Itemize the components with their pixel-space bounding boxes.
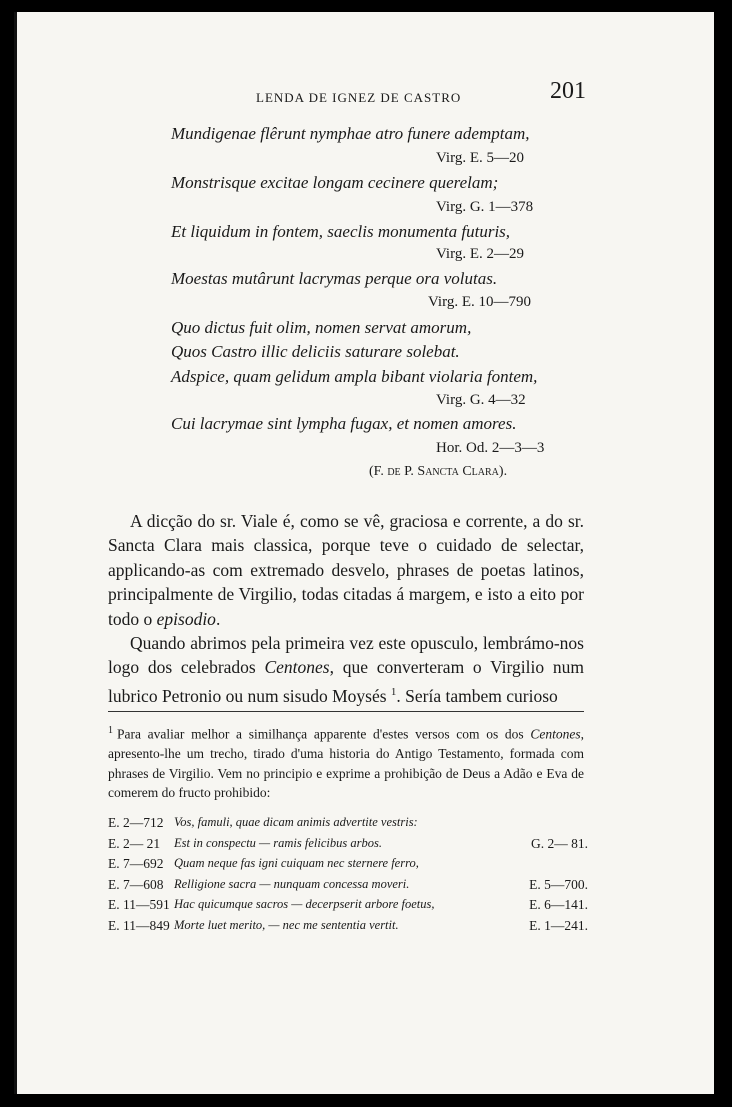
verse-line: Quo dictus fuit olim, nomen servat amorum,: [171, 318, 472, 337]
footnote-mark: 1: [108, 725, 113, 736]
page-number: 201: [550, 78, 586, 104]
verse-ref: Hor. Od. 2—3—3: [436, 440, 545, 456]
page-header: [256, 78, 586, 108]
list-item: E. 11—591 Hac quicumque sacros — decerpserit arbore foetus, E. 6—141.: [108, 897, 588, 912]
footnote: $^1$ Para avaliar melhor a similhança apparente d'estes versos com os dos Centones, apresento-lhe um trecho, tirado d'uma historia do Antigo Testamento, formada com phrases de Virgilio. Vem no principio e exprime a prohibição de Deus a Adão e Eva de comerem do fructo prohibido:: [108, 725, 584, 801]
verse-ref: Virg. G. 4—32: [436, 392, 526, 408]
footnote-rule: [108, 711, 584, 712]
verse-line: Moestas mutârunt lacrymas perque ora volutas.: [171, 269, 498, 288]
attribution-prefix: (F.: [369, 464, 388, 479]
verse-line: Monstrisque excitae longam cecinere querelam;: [171, 173, 499, 192]
cento-list: [108, 815, 588, 938]
paragraph: A dicção do sr. Viale é, como se vê, graciosa e corrente, a do sr. Sancta Clara mais classica, porque teve o cuidado de selectar, applicando-as com extremado desvelo, phrases de poetas latinos, principalmente de Virgilio, todas citadas á margem, e isto a eito por todo o episodio.: [108, 511, 584, 629]
verse-ref: Virg. E. 2—29: [436, 246, 524, 262]
verse-line: Quos Castro illic deliciis saturare solebat.: [171, 342, 460, 361]
verse-line: Adspice, quam gelidum ampla bibant violaria fontem,: [171, 367, 538, 386]
list-item: E. 7—608 Relligione sacra — nunquam concessa moveri. E. 5—700.: [108, 876, 588, 892]
attribution-de: de: [387, 464, 401, 479]
attribution: [369, 464, 507, 480]
attribution-surname: Sancta Clara: [417, 464, 499, 479]
footnote-ref: 1: [390, 685, 397, 698]
verse-line: Et liquidum in fontem, saeclis monumenta futuris,: [171, 222, 511, 241]
list-item: E. 2—712 Vos, famuli, quae dicam animis advertite vestris:: [108, 815, 418, 830]
running-title: LENDA DE IGNEZ DE CASTRO: [256, 90, 462, 105]
verse-ref: Virg. E. 10—790: [428, 294, 531, 310]
body-text: [108, 509, 584, 708]
verse-line: Cui lacrymae sint lympha fugax, et nomen amores.: [171, 414, 517, 433]
verse-ref: Virg. G. 1—378: [436, 199, 534, 215]
attribution-suffix: ).: [498, 464, 508, 479]
list-item: E. 7—692 Quam neque fas igni cuiquam nec sternere ferro,: [108, 856, 419, 871]
verse-line: Mundigenae flêrunt nymphae atro funere ademptam,: [171, 124, 530, 143]
list-item: E. 2— 21 Est in conspectu — ramis felicibus arbos. G. 2— 81.: [108, 835, 588, 851]
paragraph: Quando abrimos pela primeira vez este opusculo, lembrámo-nos logo dos celebrados Centones, que converteram o Virgilio num lubrico Petronio ou num sisudo Moysés $^1$. Sería tambem curioso: [108, 633, 584, 706]
list-item: E. 11—849 Morte luet merito, — nec me sententia vertit. E. 1—241.: [108, 917, 588, 933]
attribution-name: P.: [400, 464, 418, 479]
verse-ref: Virg. E. 5—20: [436, 150, 524, 166]
